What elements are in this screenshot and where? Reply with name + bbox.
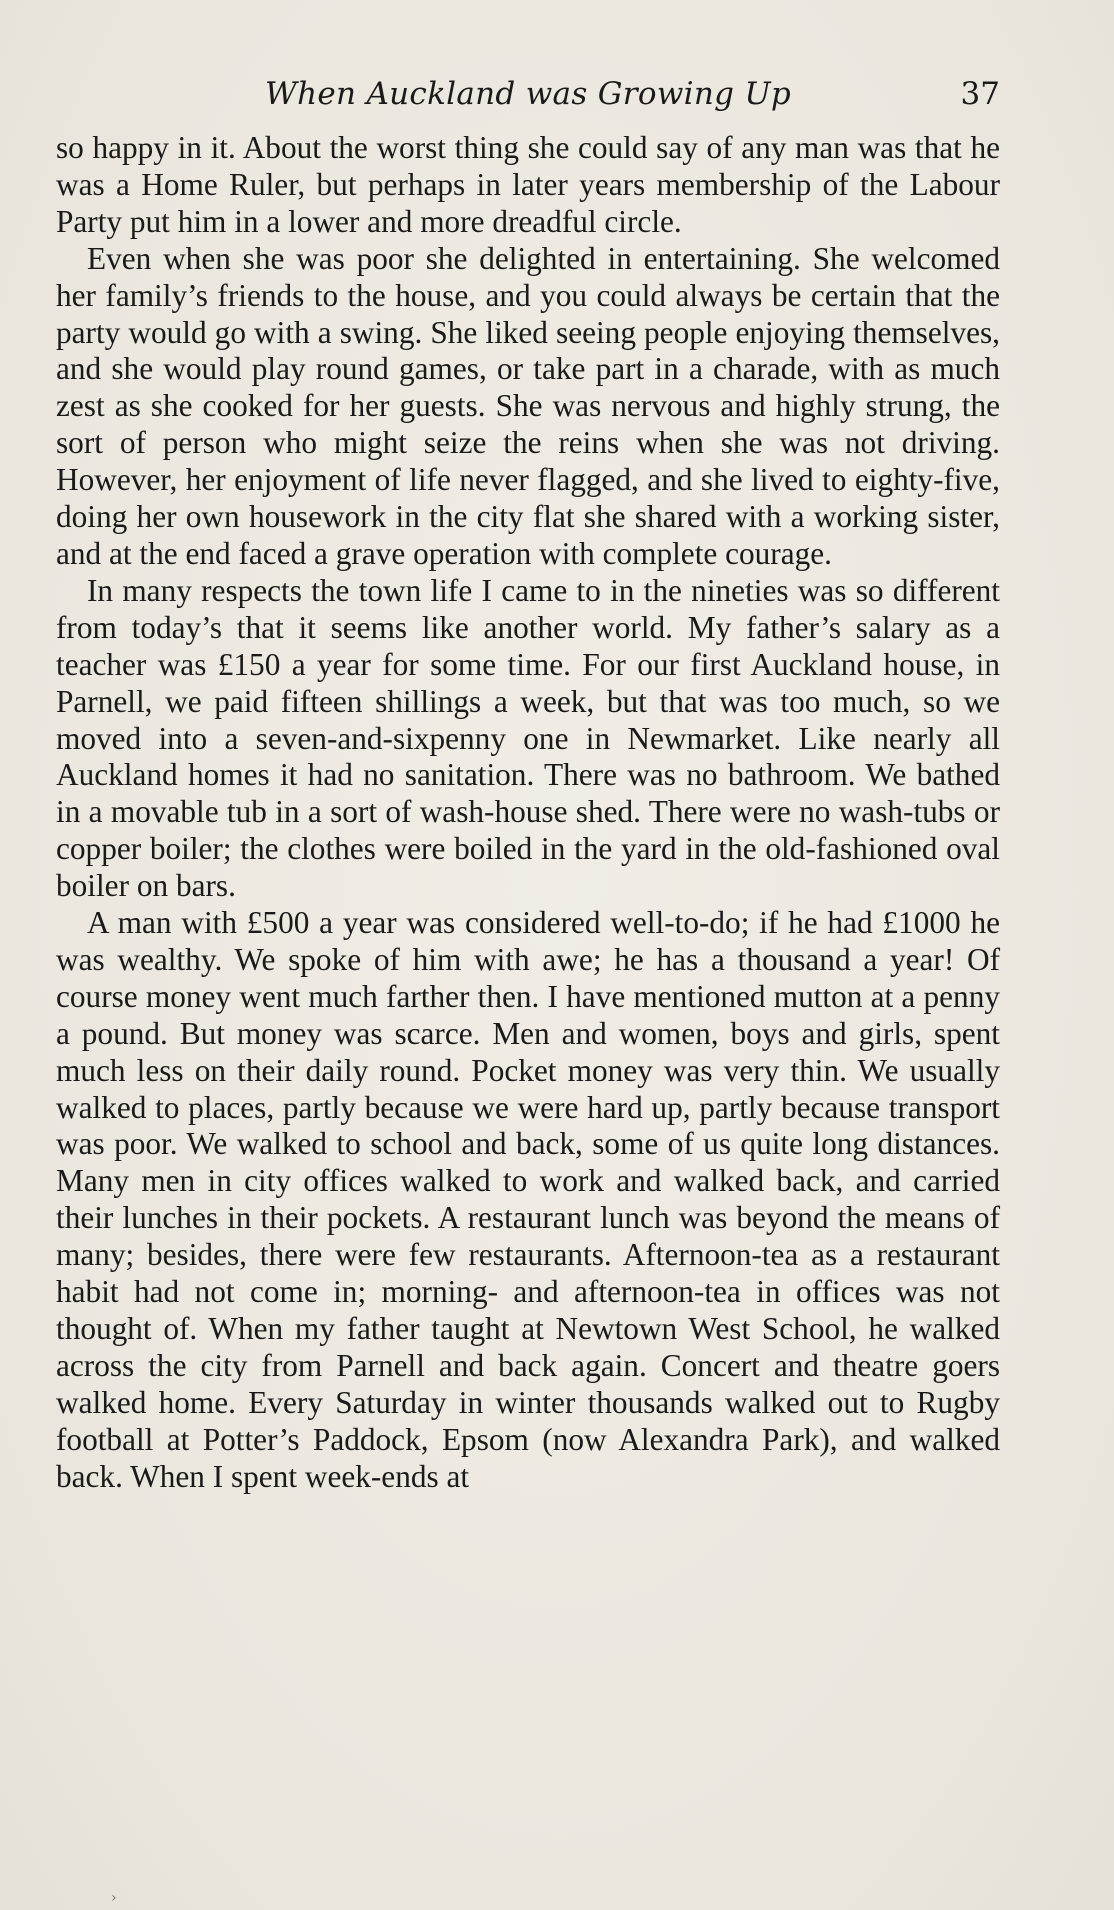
paragraph: Even when she was poor she delighted in entertaining. She welcomed her family’s friends to the house, and you could always be certain that the party would go with a swing. She liked seeing people enjoying themselves, and she would play round games, or take part in a charade, with as much zest as she cooked for her guests. She was nervous and highly strung, the sort of person who might seize the reins when she was not driving. However, her enjoyment of life never flagged, and she lived to eighty-five, doing her own housework in the city flat she shared with a working sister, and at the end faced a grave operation with complete courage. <box>56 240 1000 571</box>
paragraph: A man with £500 a year was considered well-to-do; if he had £1000 he was wealthy. We spoke of him with awe; he has a thousand a year! Of course money went much farther then. I have mentioned mutton at a penny a pound. But money was scarce. Men and women, boys and girls, spent much less on their daily round. Pocket money was very thin. We usually walked to places, partly because we were hard up, partly because transport was poor. We walked to school and back, some of us quite long distances. Many men in city offices walked to work and walked back, and carried their lunches in their pockets. A restaurant lunch was beyond the means of many; besides, there were few restaurants. Afternoon-tea as a restaurant habit had not come in; morning- and afternoon-tea in offices was not thought of. When my father taught at Newtown West School, he walked across the city from Parnell and back again. Concert and theatre goers walked home. Every Saturday in winter thousands walked out to Rugby football at Potter’s Paddock, Epsom (now Alexandra Park), and walked back. When I spent week-ends at <box>56 905 1000 1494</box>
running-title: When Auckland was Growing Up <box>264 76 792 112</box>
paragraph: In many respects the town life I came to in the nineties was so different from today’s that it seems like another world. My father’s salary as a teacher was £150 a year for some time. For our first Auckland house, in Parnell, we paid fifteen shillings a week, but that was too much, so we moved into a seven-and-sixpenny one in Newmarket. Like nearly all Auckland homes it had no sanitation. There was no bathroom. We bathed in a movable tub in a sort of wash-house shed. There were no wash-tubs or copper boiler; the clothes were boiled in the yard in the old-fashioned oval boiler on bars. <box>56 572 1000 904</box>
page-number: 37 <box>960 76 1000 112</box>
page-header <box>56 70 1000 118</box>
paper-speck: › <box>111 1890 117 1906</box>
paragraph: so happy in it. About the worst thing she could say of any man was that he was a Home Ruler, but perhaps in later years membership of the Labour Party put him in a lower and more dreadful circle. <box>56 130 1000 239</box>
body-text <box>56 130 1000 1496</box>
